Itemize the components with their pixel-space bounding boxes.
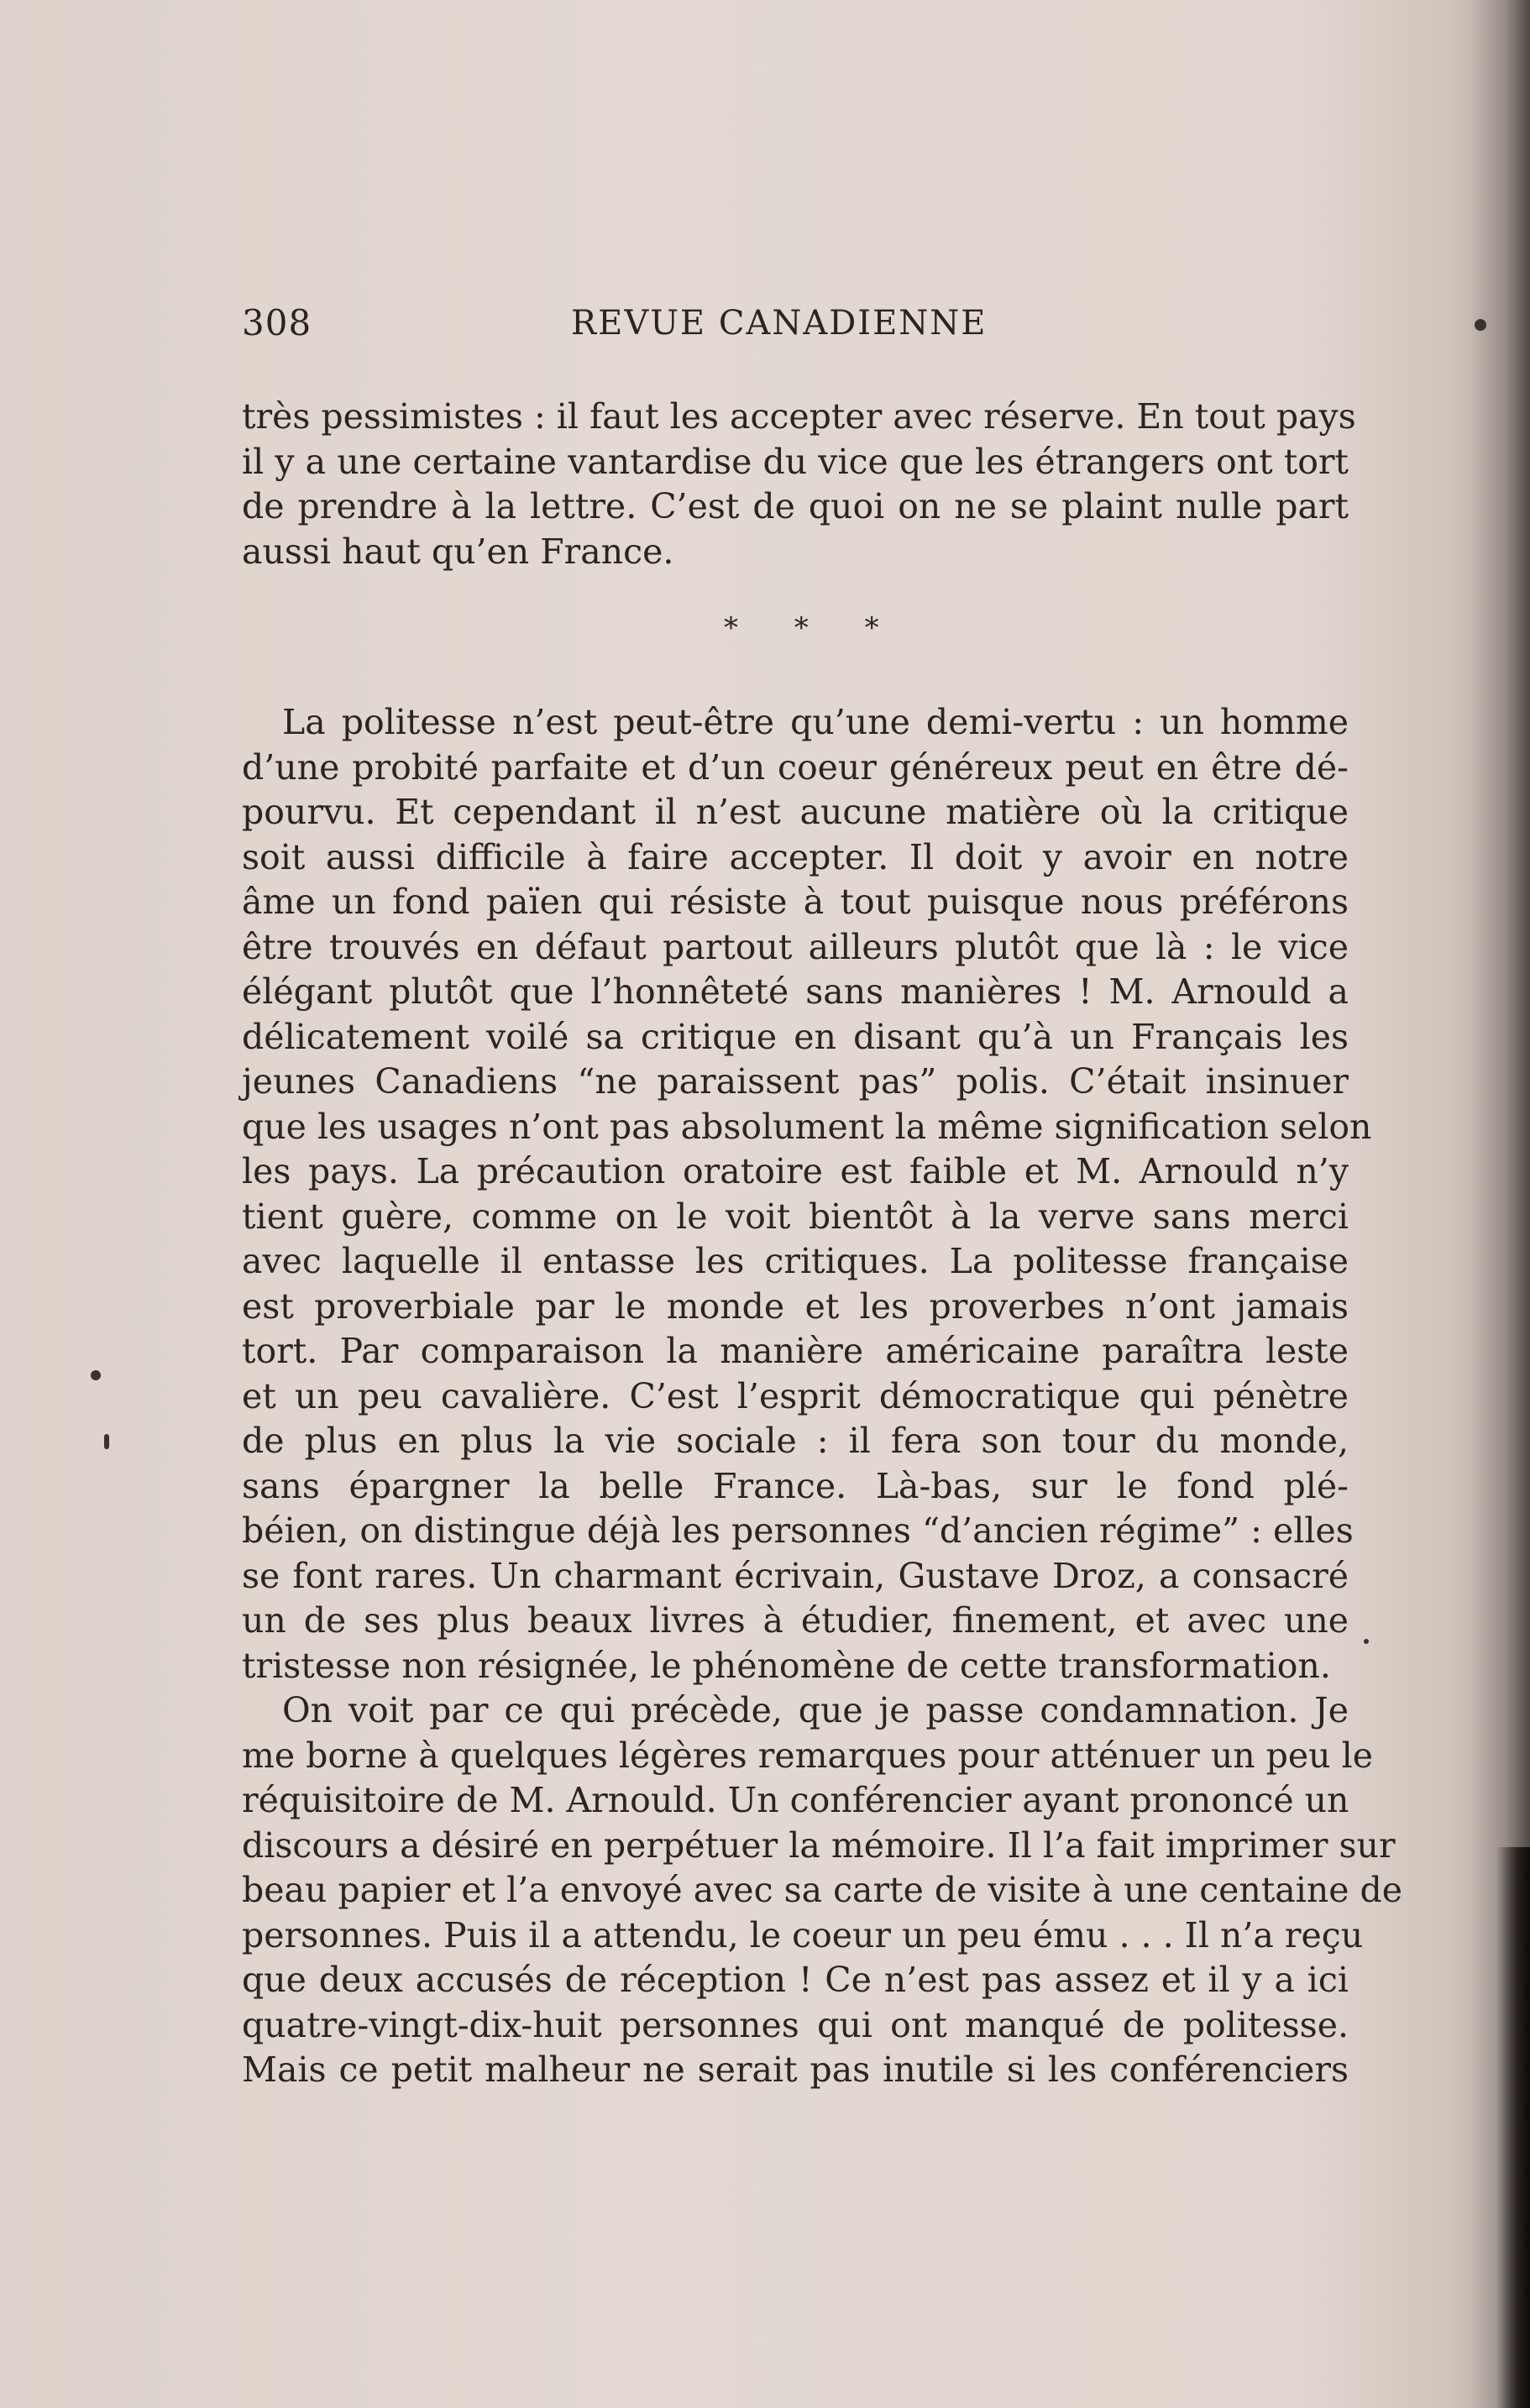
- section-separator: * * *: [724, 611, 903, 645]
- text-line: et un peu cavalière. C’est l’esprit démocratique qui pénètre: [242, 1375, 1349, 1416]
- text-line: personnes. Puis il a attendu, le coeur un peu ému . . . Il n’a reçu: [242, 1914, 1364, 1955]
- paragraph-1: [242, 395, 1356, 574]
- text-line: béien, on distingue déjà les personnes “d’ancien régime” : elles: [242, 1510, 1354, 1551]
- text-line: pourvu. Et cependant il n’est aucune matière où la critique: [242, 792, 1349, 832]
- page-header: [242, 302, 1359, 353]
- ink-speck: [104, 1434, 109, 1449]
- text-line: de plus en plus la vie sociale : il fera son tour du monde,: [242, 1421, 1349, 1461]
- text-line: beau papier et l’a envoyé avec sa carte de visite à une centaine de: [242, 1870, 1403, 1910]
- page-number: 308: [242, 302, 312, 343]
- text-line: élégant plutôt que l’honnêteté sans manières ! M. Arnould a: [242, 971, 1349, 1012]
- text-line: me borne à quelques légères remarques pour atténuer un peu le: [242, 1735, 1373, 1776]
- ink-speck: [1475, 319, 1486, 331]
- page-edge-dark: [1496, 1847, 1530, 2408]
- text-line: avec laquelle il entasse les critiques. La politesse française: [242, 1241, 1349, 1281]
- text-line: soit aussi difficile à faire accepter. Il doit y avoir en notre: [242, 836, 1349, 877]
- text-line: Mais ce petit malheur ne serait pas inutile si les conférenciers: [242, 2049, 1349, 2090]
- text-line: On voit par ce qui précède, que je passe condamnation. Je: [282, 1690, 1349, 1730]
- text-line: La politesse n’est peut-être qu’une demi-vertu : un homme: [282, 702, 1349, 742]
- paragraph-2-3: [242, 700, 1403, 2093]
- text-line: aussi haut qu’en France.: [242, 531, 674, 572]
- ink-speck: [91, 1370, 101, 1380]
- text-line: que deux accusés de réception ! Ce n’est pas assez et il y a ici: [242, 1960, 1349, 2000]
- text-line: de prendre à la lettre. C’est de quoi on ne se plaint nulle part: [242, 486, 1349, 526]
- text-line: délicatement voilé sa critique en disant qu’à un Français les: [242, 1016, 1349, 1057]
- text-line: est proverbiale par le monde et les proverbes n’ont jamais: [242, 1285, 1349, 1327]
- text-line: réquisitoire de M. Arnould. Un conférencier ayant prononcé un: [242, 1780, 1349, 1820]
- text-line: un de ses plus beaux livres à étudier, finement, et avec une: [242, 1600, 1349, 1641]
- text-line: il y a une certaine vantardise du vice que les étrangers ont tort: [242, 441, 1349, 482]
- text-line: tort. Par comparaison la manière américaine paraîtra leste: [242, 1331, 1349, 1371]
- text-line: être trouvés en défaut partout ailleurs plutôt que là : le vice: [242, 926, 1349, 967]
- text-line: très pessimistes : il faut les accepter avec réserve. En tout pays: [242, 396, 1356, 437]
- text-line: quatre-vingt-dix-huit personnes qui ont manqué de politesse.: [242, 2004, 1349, 2045]
- text-line: âme un fond païen qui résiste à tout puisque nous préférons: [242, 882, 1349, 922]
- text-line: que les usages n’ont pas absolument la même signification selon: [242, 1106, 1372, 1147]
- text-line: jeunes Canadiens “ne paraissent pas” polis. C’était insinuer: [242, 1061, 1349, 1102]
- text-line: d’une probité parfaite et d’un coeur généreux peut en être dé-: [242, 746, 1349, 788]
- running-head: REVUE CANADIENNE: [571, 304, 988, 343]
- text-line: tristesse non résignée, le phénomène de cette transformation.: [242, 1645, 1331, 1686]
- text-line: discours a désiré en perpétuer la mémoire. Il l’a fait imprimer sur: [242, 1824, 1396, 1866]
- text-line: les pays. La précaution oratoire est faible et M. Arnould n’y: [242, 1151, 1349, 1191]
- text-line: se font rares. Un charmant écrivain, Gustave Droz, a consacré: [242, 1555, 1349, 1596]
- ink-speck: [1364, 1639, 1369, 1644]
- text-line: sans épargner la belle France. Là-bas, sur le fond plé-: [242, 1465, 1349, 1506]
- text-line: tient guère, comme on le voit bientôt à la verve sans merci: [242, 1196, 1349, 1237]
